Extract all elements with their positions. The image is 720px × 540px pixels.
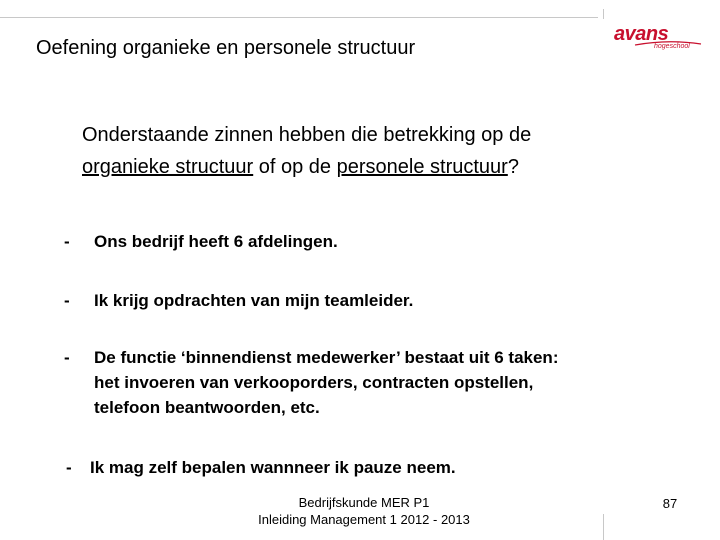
bullet-dash: - <box>64 232 70 251</box>
intro-paragraph <box>82 119 672 183</box>
footer-tick <box>603 514 604 540</box>
bullet-text: Ons bedrijf heeft 6 afdelingen. <box>94 232 338 251</box>
logo-wordmark: avans <box>614 23 669 45</box>
logo-subtitle: hogeschool <box>654 43 690 50</box>
intro-middle-text: of op de <box>253 156 337 178</box>
slide-title: Oefening organieke en personele structuur <box>36 37 416 59</box>
header-tick <box>603 9 604 19</box>
intro-text: Onderstaande zinnen hebben die betrekking op de <box>82 124 532 146</box>
bullet-text: Ik mag zelf bepalen wannneer ik pauze neem. <box>90 458 456 477</box>
header-rule <box>0 17 598 18</box>
term-organic-structure: organieke structuur <box>82 156 254 178</box>
footer-caption <box>236 494 492 528</box>
bullet-line: telefoon beantwoorden, etc. <box>94 398 320 417</box>
footer-module: Inleiding Management 1 2012 - 2013 <box>258 512 470 527</box>
bullet-dash: - <box>66 458 72 477</box>
footer-course: Bedrijfskunde MER P1 <box>298 495 430 510</box>
bullet-text <box>94 345 558 420</box>
bullet-text: Ik krijg opdrachten van mijn teamleider. <box>94 291 414 310</box>
term-personnel-structure: personele structuur <box>336 156 508 178</box>
bullet-line: De functie ‘binnendienst medewerker’ bestaat uit 6 taken: <box>94 348 559 367</box>
bullet-dash: - <box>64 348 70 367</box>
page-number: 87 <box>662 496 678 511</box>
bullet-dash: - <box>64 291 70 310</box>
intro-end-text: ? <box>507 156 519 178</box>
avans-logo <box>614 24 710 52</box>
bullet-line: het invoeren van verkooporders, contracten opstellen, <box>94 373 534 392</box>
